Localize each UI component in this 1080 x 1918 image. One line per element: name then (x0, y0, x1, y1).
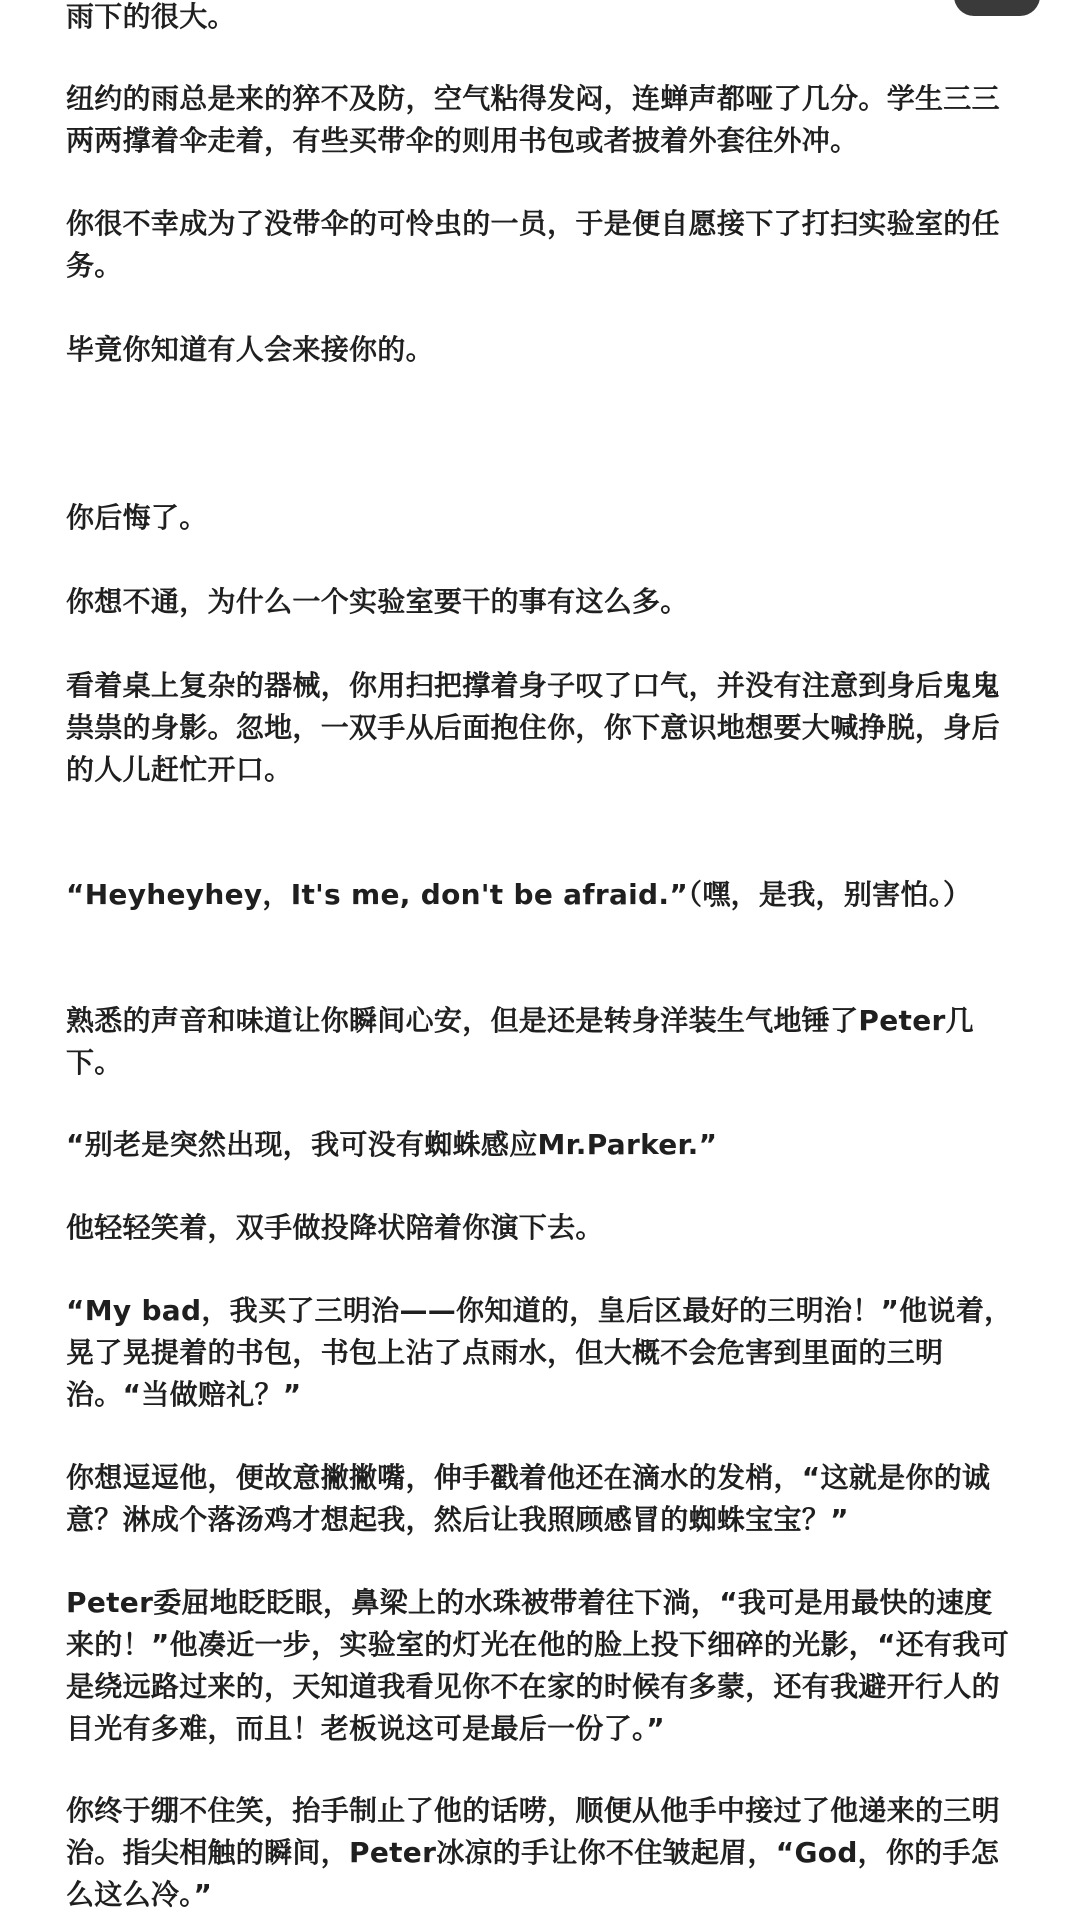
paragraph: 毕竟你知道有人会来接你的。 (66, 333, 434, 366)
paragraph: 雨下的很大。 (66, 0, 236, 33)
paragraph: 你想不通，为什么一个实验室要干的事有这么多。 (66, 585, 689, 618)
paragraph: 你后悔了。 (66, 501, 208, 534)
paragraph: 你想逗逗他，便故意撇撇嘴，伸手戳着他还在滴水的发梢，“这就是你的诚意？淋成个落汤鸡才想起我，然后让我照顾感冒的蜘蛛宝宝？” (66, 1461, 991, 1536)
paragraph: 你终于绷不住笑，抬手制止了他的话唠，顺便从他手中接过了他递来的三明治。指尖相触的瞬间，Peter冰凉的手让你不住皱起眉，“God，你的手怎么这么冷。” (66, 1794, 1000, 1911)
dialogue-paragraph: “别老是突然出现，我可没有蜘蛛感应Mr.Parker.” (66, 1128, 718, 1161)
paragraph: 纽约的雨总是来的猝不及防，空气粘得发闷，连蝉声都哑了几分。学生三三两两撑着伞走着，有些买带伞的则用书包或者披着外套往外冲。 (66, 82, 1000, 157)
paragraph: 熟悉的声音和味道让你瞬间心安，但是还是转身洋装生气地锤了Peter几下。 (66, 1004, 974, 1079)
paragraph: 你很不幸成为了没带伞的可怜虫的一员，于是便自愿接下了打扫实验室的任务。 (66, 207, 1000, 282)
paragraph: 他轻轻笑着，双手做投降状陪着你演下去。 (66, 1211, 604, 1244)
dialogue-paragraph: “Heyheyhey，It's me, don't be afraid.”（嘿，是我，别害怕。） (66, 878, 972, 911)
paragraph: Peter委屈地眨眨眼，鼻梁上的水珠被带着往下淌，“我可是用最快的速度来的！”他凑近一步，实验室的灯光在他的脸上投下细碎的光影，“还有我可是绕远路过来的，天知道我看见你不在家的时候有多蒙，还有我避开行人的目光有多难，而且！老板说这可是最后一份了。” (66, 1586, 1010, 1745)
dialogue-paragraph: “My bad，我买了三明治——你知道的，皇后区最好的三明治！”他说着，晃了晃提着的书包，书包上沾了点雨水，但大概不会危害到里面的三明治。“当做赔礼？” (66, 1294, 1013, 1411)
paragraph: 看着桌上复杂的器械，你用扫把撑着身子叹了口气，并没有注意到身后鬼鬼祟祟的身影。忽地，一双手从后面抱住你，你下意识地想要大喊挣脱，身后的人儿赶忙开口。 (66, 669, 1000, 786)
